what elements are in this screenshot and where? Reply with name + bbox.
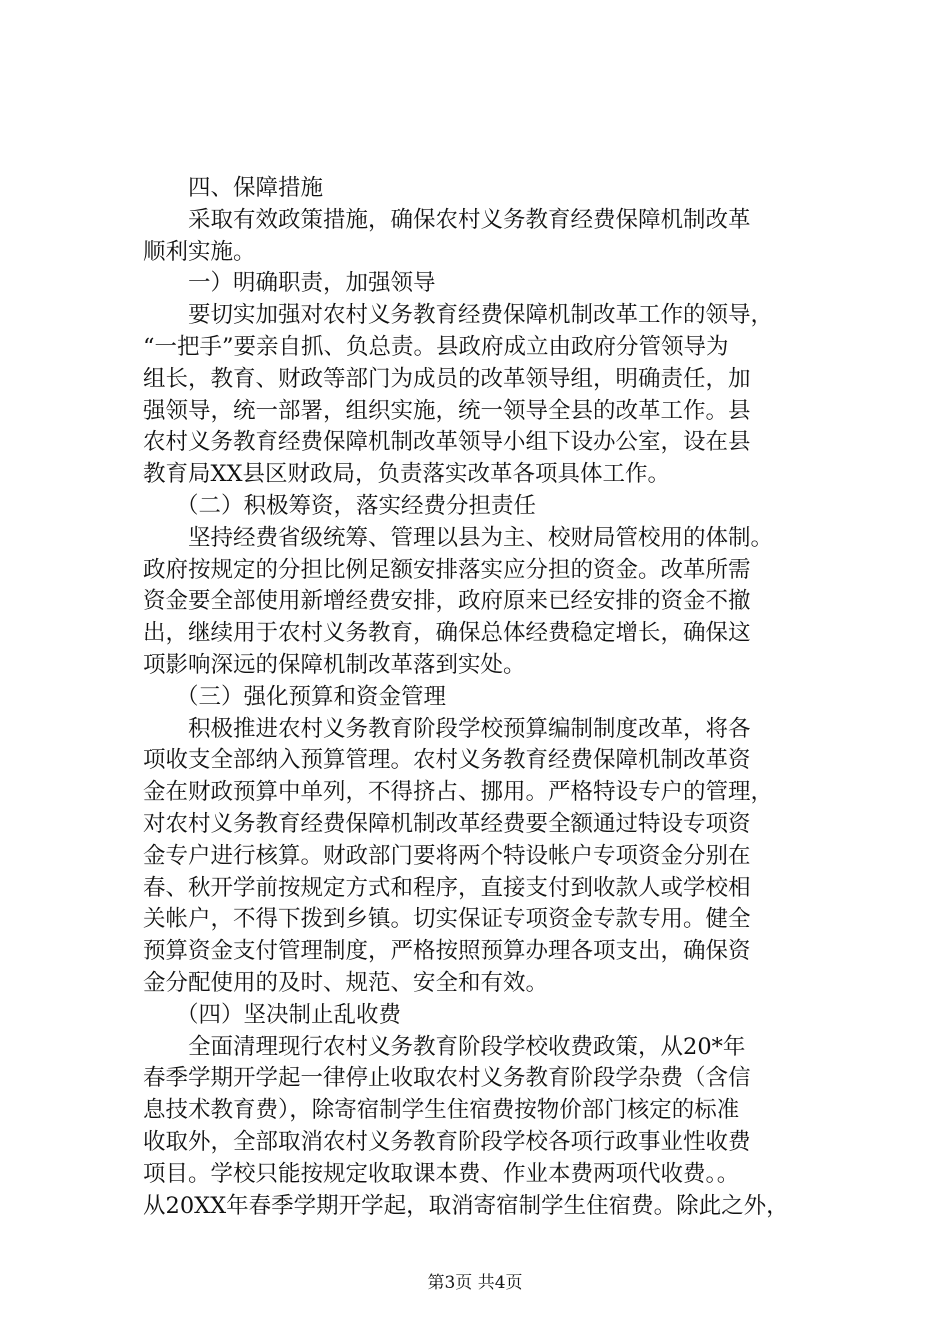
paragraph-line: 预算资金支付管理制度，严格按照预算办理各项支出，确保资	[143, 938, 751, 965]
paragraph-line: 春、秋开学前按规定方式和程序，直接支付到收款人或学校相	[143, 874, 751, 901]
paragraph-line: 春季学期开学起一律停止收取农村义务教育阶段学杂费（含信	[143, 1065, 751, 1092]
paragraph-line: 教育局XX县区财政局，负责落实改革各项具体工作。	[143, 461, 671, 488]
paragraph-line: 息技术教育费），除寄宿制学生住宿费按物价部门核定的标准	[143, 1097, 740, 1124]
paragraph-line: 全面清理现行农村义务教育阶段学校收费政策，从20*年	[188, 1033, 746, 1060]
paragraph-line: 顺利实施。	[143, 238, 256, 265]
paragraph-line: 收取外，全部取消农村义务教育阶段学校各项行政事业性收费	[143, 1128, 751, 1155]
paragraph-line: 要切实加强对农村义务教育经费保障机制改革工作的领导，	[188, 302, 774, 329]
paragraph-line: 出，继续用于农村义务教育，确保总体经费稳定增长，确保这	[143, 620, 751, 647]
paragraph-line: 金分配使用的及时、规范、安全和有效。	[143, 969, 549, 996]
subsection-heading: （三）强化预算和资金管理	[176, 683, 447, 710]
subsection-heading: 一）明确职责，加强领导	[188, 270, 436, 297]
page-number-footer: 第3页 共4页	[427, 1273, 523, 1293]
paragraph-line: 农村义务教育经费保障机制改革领导小组下设办公室，设在县	[143, 429, 751, 456]
paragraph-line: 强领导，统一部署，组织实施，统一领导全县的改革工作。县	[143, 397, 751, 424]
section-heading: 四、保障措施	[188, 175, 324, 201]
paragraph-line: 项目。学校只能按规定收取课本费、作业本费两项代收费。。	[143, 1160, 740, 1187]
paragraph-line: 从20XX年春季学期开学起，取消寄宿制学生住宿费。除此之外，	[143, 1192, 789, 1219]
paragraph-line: 资金要全部使用新增经费安排，政府原来已经安排的资金不撤	[143, 588, 751, 615]
paragraph-line: 采取有效政策措施，确保农村义务教育经费保障机制改革	[188, 206, 751, 233]
paragraph-line: 积极推进农村义务教育阶段学校预算编制制度改革，将各	[188, 715, 751, 742]
paragraph-line: 关帐户，不得下拨到乡镇。切实保证专项资金专款专用。健全	[143, 906, 751, 933]
paragraph-line: 金在财政预算中单列，不得挤占、挪用。严格特设专户的管理，	[143, 779, 774, 806]
paragraph-line: 对农村义务教育经费保障机制改革经费要全额通过特设专项资	[143, 810, 751, 837]
paragraph-line: 坚持经费省级统筹、管理以县为主、校财局管校用的体制。	[188, 524, 774, 551]
paragraph-line: 项收支全部纳入预算管理。农村义务教育经费保障机制改革资	[143, 747, 751, 774]
subsection-heading: （四）坚决制止乱收费	[176, 1001, 402, 1028]
paragraph-line: 政府按规定的分担比例足额安排落实应分担的资金。改革所需	[143, 556, 751, 583]
paragraph-line: 项影响深远的保障机制改革落到实处。	[143, 651, 526, 678]
subsection-heading: （二）积极筹资，落实经费分担责任	[176, 492, 537, 519]
paragraph-line: 金专户进行核算。财政部门要将两个特设帐户专项资金分别在	[143, 842, 751, 869]
document-body	[143, 173, 833, 1222]
paragraph-line: “一把手”要亲自抓、负总责。县政府成立由政府分管领导为	[143, 333, 729, 360]
paragraph-line: 组长，教育、财政等部门为成员的改革领导组，明确责任，加	[143, 365, 751, 392]
